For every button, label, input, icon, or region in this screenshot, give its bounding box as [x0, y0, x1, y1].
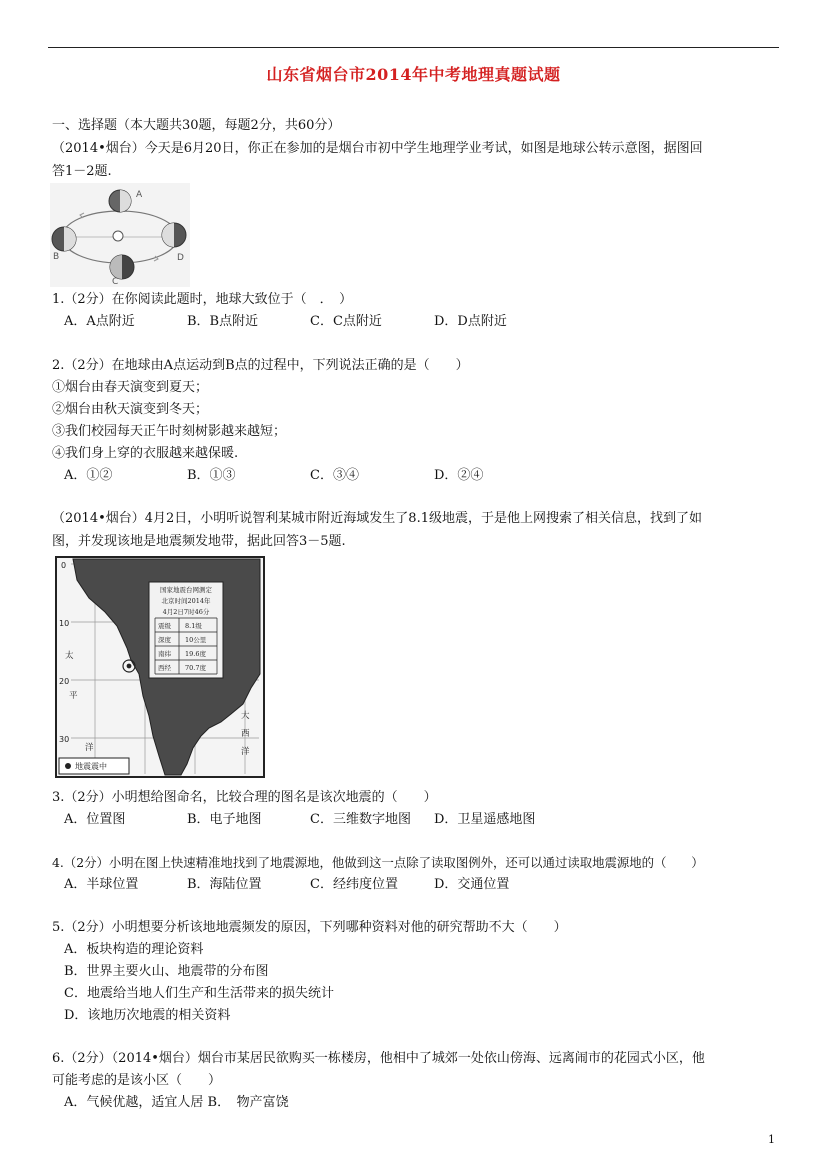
- lat-label-20: 20: [59, 677, 70, 686]
- q1-option-a: A．A点附近: [64, 314, 135, 329]
- lat-label-10: 10: [59, 619, 70, 628]
- q2-option-c: C．③④: [310, 468, 359, 483]
- intro1-line2: 答1－2题.: [52, 164, 112, 179]
- ocean-char-3: 洋: [85, 743, 94, 753]
- label-a: A: [136, 190, 143, 200]
- q2-item-4: ④我们身上穿的衣服越来越保暖.: [52, 446, 239, 461]
- q4-option-a: A．半球位置: [64, 877, 139, 892]
- q3-option-b: B．电子地图: [187, 812, 262, 827]
- q2-option-b: B．①③: [187, 468, 236, 483]
- q5-option-b: B．世界主要火山、地震带的分布图: [64, 964, 269, 979]
- label-c: C: [112, 277, 119, 287]
- q5-option-c: C．地震给当地人们生产和生活带来的损失统计: [64, 986, 334, 1001]
- map-row-3-val: 19.6度: [185, 650, 206, 658]
- q1-option-d: D．D点附近: [434, 314, 507, 329]
- map-row-2-key: 深度: [158, 636, 171, 644]
- ocean2-char-1: 大: [241, 711, 250, 721]
- map-legend-label: 地震震中: [75, 762, 107, 771]
- q2-option-d: D．②④: [434, 468, 484, 483]
- header-rule: [48, 47, 779, 48]
- map-row-4-val: 70.7度: [185, 664, 206, 672]
- map-row-1-key: 震级: [158, 622, 171, 630]
- map-row-1-val: 8.1级: [185, 622, 202, 630]
- q3-option-a: A．位置图: [64, 812, 126, 827]
- ocean-char-2: 平: [69, 691, 78, 701]
- map-box-time2: 4月2日7时46分: [162, 608, 210, 616]
- map-row-4-key: 西经: [158, 664, 171, 672]
- q2-item-1: ①烟台由春天演变到夏天；: [52, 380, 209, 395]
- label-b: B: [53, 252, 60, 262]
- q5-option-a: A．板块构造的理论资料: [64, 942, 204, 957]
- q5-stem: 5.（2分）小明想要分析该地地震频发的原因，下列哪种资料对他的研究帮助不大（ ）: [52, 920, 567, 935]
- intro2-line2: 图，并发现该地是地震频发地带，据此回答3－5题.: [52, 534, 346, 549]
- q4-option-c: C．经纬度位置: [310, 877, 398, 892]
- page-number: 1: [768, 1133, 775, 1146]
- map-box-time1: 北京时间2014年: [161, 597, 211, 605]
- q6-line2: 可能考虑的是该小区（ ）: [52, 1073, 222, 1088]
- earth-orbit-figure: [50, 183, 190, 287]
- q6-line1: 6.（2分）（2014•烟台）烟台市某居民欲购买一栋楼房，他相中了城郊一处依山傍海、远离闹市的花园式小区，他: [52, 1051, 705, 1066]
- q4-option-b: B．海陆位置: [187, 877, 262, 892]
- q2-item-3: ③我们校园每天正午时刻树影越来越短；: [52, 424, 287, 439]
- ocean2-char-2: 西: [241, 729, 250, 739]
- lat-label-30: 30: [59, 735, 70, 744]
- q4-stem: 4.（2分）小明在图上快速精准地找到了地震源地，他做到这一点除了读取图例外，还可以通过读取地震源地的（ ）: [52, 855, 704, 870]
- q1-option-b: B．B点附近: [187, 314, 259, 329]
- ocean2-char-3: 洋: [241, 747, 250, 757]
- lat-label-0: 0: [61, 561, 67, 570]
- page-title: 山东省烟台市2014年中考地理真题试题: [266, 65, 561, 84]
- q2-item-2: ②烟台由秋天演变到冬天；: [52, 402, 209, 417]
- q3-option-d: D．卫星遥感地图: [434, 812, 536, 827]
- q3-stem: 3.（2分）小明想给图命名，比较合理的图名是该次地震的（ ）: [52, 790, 437, 805]
- label-d: D: [177, 253, 184, 263]
- map-row-2-val: 10公里: [185, 636, 207, 644]
- earthquake-map-figure: [55, 556, 265, 778]
- intro1-line1: （2014•烟台）今天是6月20日，你正在参加的是烟台市初中学生地理学业考试，如图是地球公转示意图，据图回: [52, 141, 703, 156]
- intro2-line1: （2014•烟台）4月2日，小明听说智利某城市附近海域发生了8.1级地震，于是他上网搜索了相关信息，找到了如: [52, 511, 702, 526]
- ocean-char-1: 太: [65, 651, 74, 661]
- q5-option-d: D．该地历次地震的相关资料: [64, 1008, 231, 1023]
- map-row-3-key: 南纬: [158, 650, 171, 658]
- q1-option-c: C．C点附近: [310, 314, 382, 329]
- map-box-title: 国家地震台网测定: [160, 586, 212, 594]
- q4-option-d: D．交通位置: [434, 877, 510, 892]
- q6-options: A．气候优越，适宜人居 B． 物产富饶: [64, 1095, 289, 1110]
- section-heading: 一、选择题（本大题共30题，每题2分，共60分）: [52, 118, 341, 133]
- q2-option-a: A．①②: [64, 468, 113, 483]
- q1-stem: 1.（2分）在你阅读此题时，地球大致位于（ ． ）: [52, 292, 353, 307]
- q3-option-c: C．三维数字地图: [310, 812, 411, 827]
- q2-stem: 2.（2分）在地球由A点运动到B点的过程中，下列说法正确的是（ ）: [52, 358, 469, 373]
